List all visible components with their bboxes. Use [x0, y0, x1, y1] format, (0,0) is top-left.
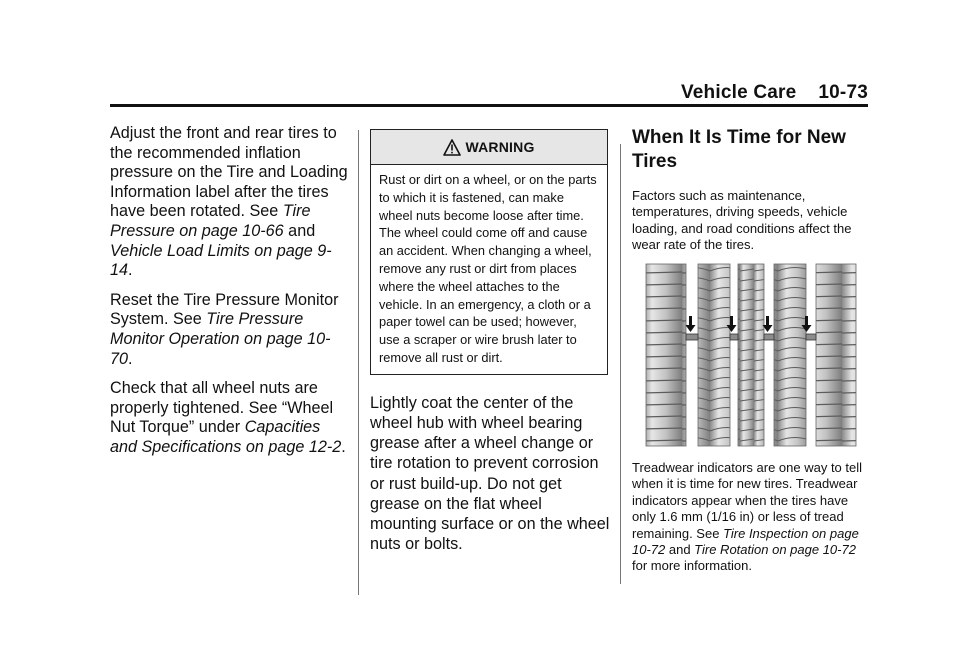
left-column: [110, 124, 350, 468]
xref-tire-pressure[interactable]: Tire Pressure on page 10-66: [110, 202, 311, 240]
paragraph-text: and: [665, 542, 695, 558]
warning-triangle-icon: [443, 139, 461, 156]
warning-text: Rust or dirt on a wheel, or on the parts to which it is fastened, can make wheel nuts become loose after time. The wheel could come off and cause an accident. When changing a wheel, remove any rust or dirt from places where the wheel attaches to the vehicle. In an emergency, a cloth or a paper towel can be used; however, use a scraper or wire brush later to remove all rust or dirt.: [379, 172, 597, 365]
paragraph-adjust-pressure: [110, 124, 350, 281]
paragraph-text: Reset the Tire Pressure Monitor System. See: [110, 290, 339, 329]
paragraph-text: Check that all wheel nuts are properly tightened. See “Wheel Nut Torque” under: [110, 379, 334, 437]
right-column: [632, 126, 872, 254]
xref-tire-rotation[interactable]: Tire Rotation on page 10-72: [694, 542, 856, 558]
right-column-lower: [632, 460, 872, 575]
paragraph-wheel-hub: Lightly coat the center of the wheel hub with wheel bearing grease after a wheel change or tire rotation to prevent corrosion or rust build-up. Do not get grease on the flat wheel mounting surface or on the wheel nuts or bolts.: [370, 393, 610, 554]
paragraph-text: for more information.: [632, 558, 752, 574]
column-divider: [358, 130, 359, 595]
paragraph-text: Treadwear indicators are one way to tell when it is time for new tires. Treadwear indicators appear when the tires have only 1.6 mm (1/16 in) or less of tread remaining. See: [632, 460, 863, 541]
paragraph-check-nuts: [110, 379, 350, 457]
paragraph-text: .: [128, 261, 133, 280]
xref-tire-inspection[interactable]: Tire Inspection on page 10-72: [632, 525, 859, 558]
xref-vehicle-load-limits[interactable]: Vehicle Load Limits on page 9-14: [110, 241, 332, 280]
warning-title: WARNING: [465, 139, 535, 155]
column-divider: [620, 144, 621, 584]
paragraph-text: and: [283, 221, 316, 240]
tire-tread-wear-indicator-illustration: [642, 262, 864, 450]
section-title: Vehicle Care: [680, 82, 797, 103]
paragraph-text: .: [341, 437, 346, 456]
page-header: [681, 82, 868, 104]
section-heading: When It Is Time for New Tires: [632, 127, 846, 172]
paragraph-treadwear-indicators: [632, 460, 872, 575]
paragraph-text: .: [128, 349, 133, 368]
warning-header: [371, 130, 607, 165]
header-rule: [110, 104, 868, 107]
middle-column: [370, 129, 610, 564]
paragraph-text: Adjust the front and rear tires to the recommended inflation pressure on the Tire and Loading Information label after the tires have been rotated. See: [110, 124, 348, 221]
page-number: 10-73: [818, 82, 868, 103]
warning-box: [370, 129, 608, 375]
xref-capacities-specs[interactable]: Capacities and Specifications on page 12-2: [110, 418, 342, 456]
paragraph-reset-tpms: [110, 291, 350, 369]
paragraph-wear-factors: Factors such as maintenance, temperatures, driving speeds, vehicle loading, and road conditions affect the wear rate of the tires.: [632, 188, 852, 253]
xref-tpms-operation[interactable]: Tire Pressure Monitor Operation on page 10-70: [110, 310, 331, 368]
